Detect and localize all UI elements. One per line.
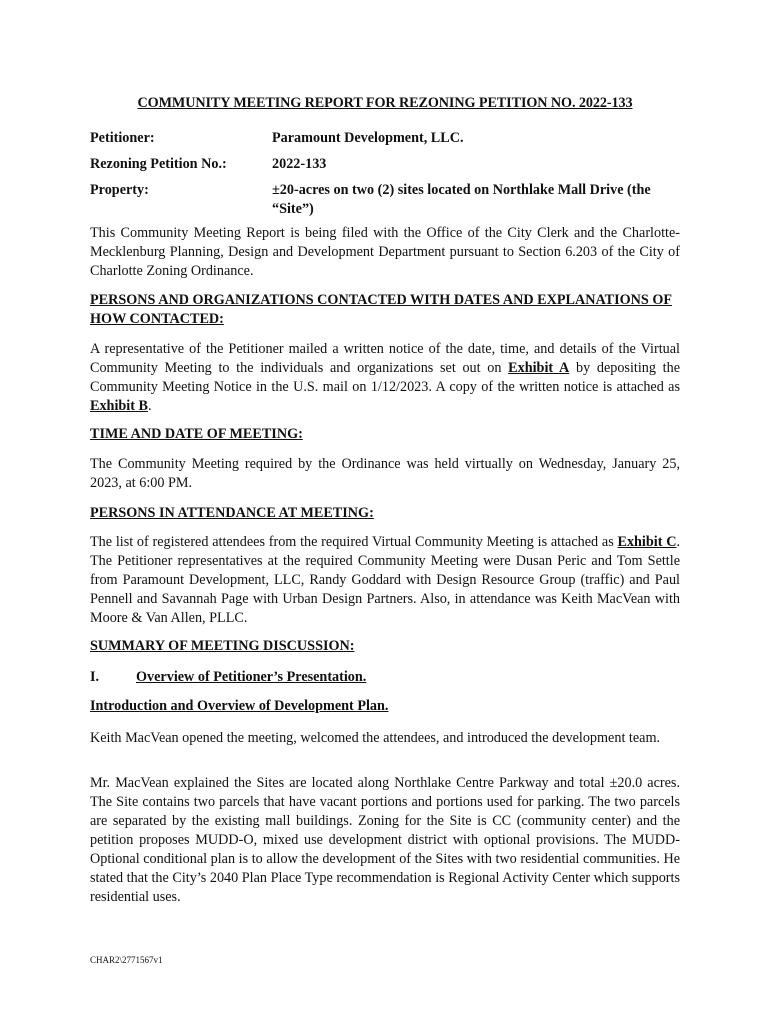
time-date-paragraph: The Community Meeting required by the Ordinance was held virtually on Wednesday, January 25, 2023, at 6:00 PM. [90, 456, 680, 491]
contacted-text-1: A representative of the Petitioner mailed a written notice of the date, time, and details of the Virtual Community Meeting to the individuals and organizations set out on [90, 341, 680, 376]
petitioner-label: Petitioner: [90, 130, 155, 146]
time-date-heading: TIME AND DATE OF MEETING: [90, 426, 303, 442]
summary-heading: SUMMARY OF MEETING DISCUSSION: [90, 638, 355, 654]
summary-paragraph-2: Mr. MacVean explained the Sites are located along Northlake Centre Parkway and total ±20.0 acres. The Site contains two parcels that have vacant portions and portions used for parking. The two parcels are separated by the existing mall buildings. Zoning for the Site is CC (community center) and the petition proposes MUDD-O, mixed use development district with optional provisions. The MUDD-Optional conditional plan is to allow the development of the Sites with two residential communities. He stated that the City’s 2040 Plan Place Type recommendation is Regional Activity Center which supports residential uses. [90, 775, 680, 905]
document-footer-id: CHAR2\2771567v1 [90, 955, 163, 965]
attendance-paragraph [90, 533, 680, 628]
property-label: Property: [90, 182, 149, 198]
exhibit-b-reference: Exhibit B [90, 398, 148, 414]
contacted-paragraph [90, 340, 680, 416]
intro-paragraph: This Community Meeting Report is being filed with the Office of the City Clerk and the Charlotte-Mecklenburg Planning, Design and Development Department pursuant to Section 6.203 of the City of Charlotte Zoning Ordinance. [90, 225, 680, 279]
contacted-text-3: . [147, 398, 152, 414]
petition-number-value: 2022-133 [272, 156, 327, 172]
summary-paragraph-1: Keith MacVean opened the meeting, welcomed the attendees, and introduced the development team. [90, 730, 661, 746]
development-plan-subheading: Introduction and Overview of Development Plan. [90, 698, 389, 714]
attendance-text-1: The list of registered attendees from the required Virtual Community Meeting is attached as [90, 534, 618, 550]
exhibit-c-reference: Exhibit C [617, 534, 677, 550]
section-number: I. [90, 669, 100, 685]
attendance-heading: PERSONS IN ATTENDANCE AT MEETING: [90, 505, 374, 521]
exhibit-a-reference: Exhibit A [508, 360, 570, 376]
contacted-text-2: by depositing the Community Meeting Notice in the U.S. mail on 1/12/2023. A copy of the written notice is attached as [90, 360, 680, 395]
attendance-text-2: . The Petitioner representatives at the required Community Meeting were Dusan Peric and Tom Settle from Paramount Development, LLC, Randy Goddard with Design Resource Group (traffic) and Paul Pennell and Savannah Page with Urban Design Partners. Also, in attendance was Keith MacVean with Moore & Van Allen, PLLC. [90, 534, 680, 626]
contacted-heading: PERSONS AND ORGANIZATIONS CONTACTED WITH DATES AND EXPLANATIONS OF HOW CONTACTED: [90, 292, 673, 327]
section-title: Overview of Petitioner’s Presentation. [136, 669, 367, 685]
property-value: ±20-acres on two (2) sites located on Northlake Mall Drive (the “Site”) [272, 182, 651, 217]
petitioner-value: Paramount Development, LLC. [272, 130, 464, 146]
petition-number-label: Rezoning Petition No.: [90, 156, 227, 172]
document-title: COMMUNITY MEETING REPORT FOR REZONING PETITION NO. 2022-133 [137, 95, 633, 111]
